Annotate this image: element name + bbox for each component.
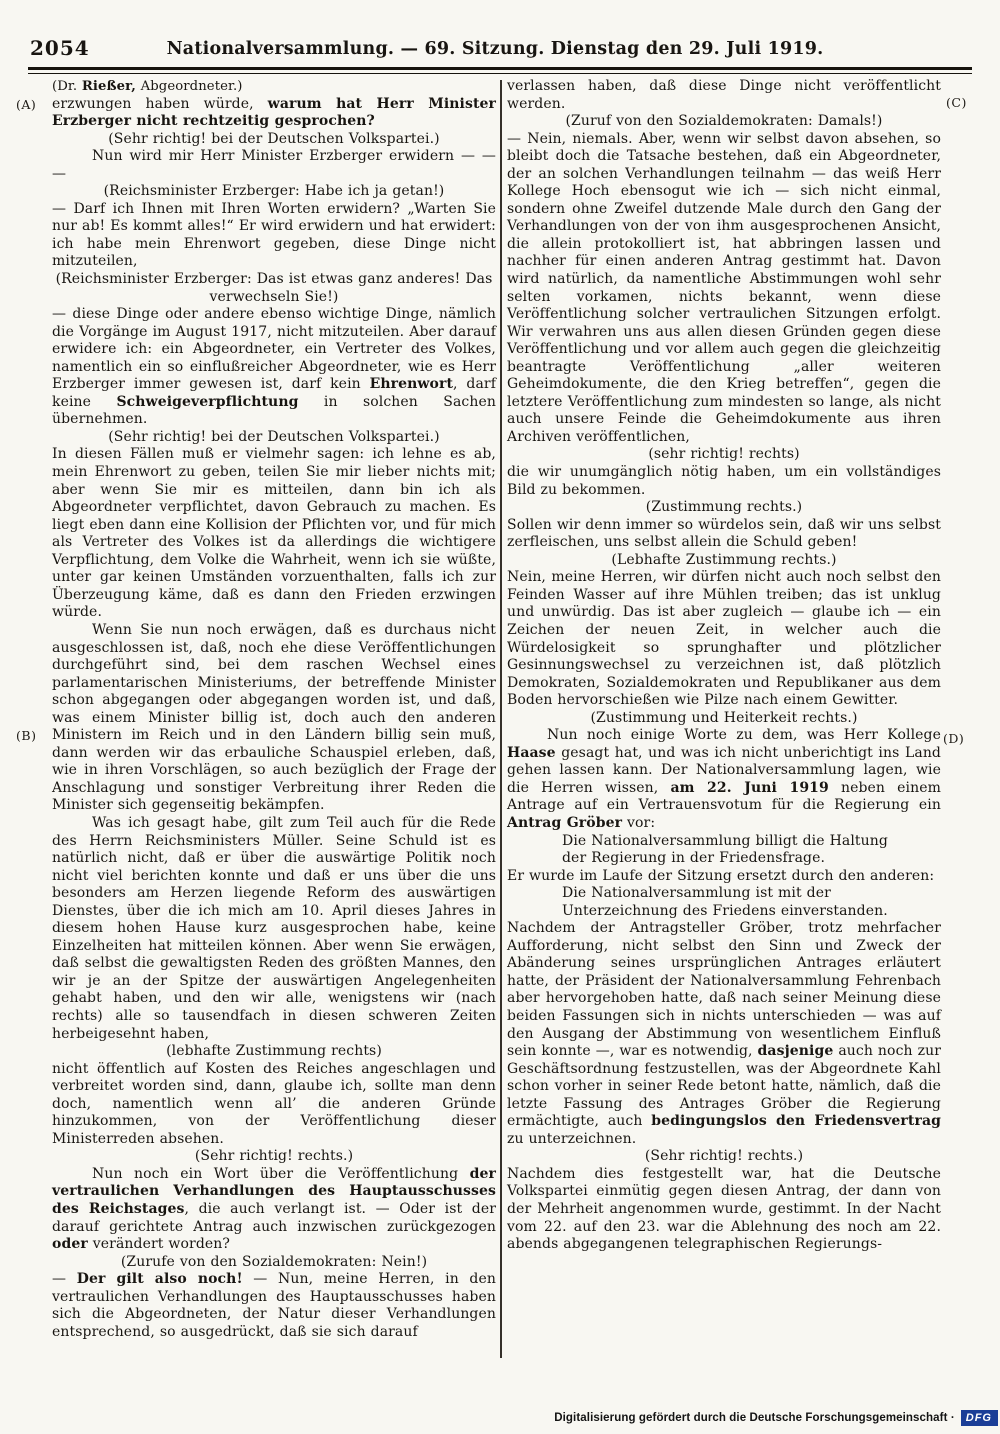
body-paragraph: — diese Dinge oder andere ebenso wichtige Dinge, nämlich die Vorgänge im August 1917, nicht mitzuteilen. Aber darauf erwidere ich: ein Abgeordneter, ein Vertreter des Volkes, namentlich ein so einflußreicher Abgeordneter, wie es Herr Erzberger immer gewesen ist, darf kein Ehrenwort, darf keine Schweigeverpflichtung in solchen Sachen übernehmen.	[52, 306, 497, 428]
margin-letter-d: (D)	[943, 731, 965, 746]
stage-direction: (Zuruf von den Sozialdemokraten: Damals!)	[565, 113, 883, 130]
left-text-column	[52, 78, 496, 1341]
body-paragraph: Nachdem der Antragsteller Gröber, trotz mehrfacher Aufforderung, nicht selbst den Sinn und Zweck der Abänderung seines ursprünglichen Antrages erläutert hatte, der Präsident der Nationalversammlung Fehrenbach aber hervorgehoben hatte, daß nach seiner Meinung diese beiden Fassungen sich in nichts unterschieden — was auf den Ausgang der Abstimmung von wesentlichem Einfluß sein konnte —, war es notwendig, dasjenige auch noch zur Geschäftsordnung festzustellen, was der Abgeordnete Kahl schon vorher in seiner Rede betont hatte, nämlich, daß die letzte Fassung des Antrages Gröber die Regierung ermächtigte, auch bedingungslos den Friedensvertrag zu unterzeichnen.	[507, 920, 942, 1147]
body-paragraph: verlassen haben, daß diese Dinge nicht veröffentlicht werden.	[507, 78, 941, 112]
body-paragraph: Wenn Sie nun noch erwägen, daß es durchaus nicht ausgeschlossen ist, daß, noch ehe diese Veröffentlichungen durchgeführt sind, bei dem raschen Wechsel eines parlamentarischen Ministeriums, der betreffende Minister schon abgegangen oder abgegangen worden ist, und daß, was einem Minister billig ist, doch auch den anderen Ministern im Reich und in den Ländern billig sein muß, dann werden wir das erbauliche Schauspiel erleben, daß, wie in ihren Vorschlägen, so auch bezüglich der Frage der Anschlagung und sonstiger Verbreitung ihrer Reden die Minister sich gegenseitig bekämpfen.	[52, 621, 496, 814]
body-paragraph: Nachdem dies festgestellt war, hat die Deutsche Volkspartei einmütig gegen diesen Antrag, der dann von der Mehrheit angenommen wurde, gestimmt. In der Nacht vom 22. auf den 23. war die Ablehnung des noch am 22. abends abgegangenen telegraphischen Regierungs-	[507, 1165, 941, 1253]
body-paragraph: — Darf ich Ihnen mit Ihren Worten erwidern? „Warten Sie nur ab! Es kommt alles!“ Er wird erwidern und hat erwidert: ich habe mein Ehrenwort gegeben, diese Dinge nicht mitzuteilen,	[52, 200, 496, 270]
motion-quote: Die Nationalversammlung billigt die Haltung der Regierung in der Friedensfrage.	[562, 832, 888, 867]
body-paragraph: — Der gilt also noch! — Nun, meine Herren, in den vertraulichen Verhandlungen des Hauptausschusses haben sich die Abgeordneten, der Natur dieser Verhandlungen entsprechend, so ausgedrückt, daß sie sich darauf	[52, 1271, 496, 1340]
body-paragraph: — Nein, niemals. Aber, wenn wir selbst davon absehen, so bleibt doch die Tatsache bestehen, daß ein Abgeordneter, der an solchen Verhandlungen teilnahm — das weiß Herr Kollege Hoch ebensogut wie ich — sich nicht einmal, sondern ohne Zweifel dutzende Male durch den Gang der Verhandlungen von der von ihm ausgesprochenen Ansicht, die allein protokolliert ist, hat abbringen lassen und nachher für einen anderen Antrag gestimmt hat. Davon wird natürlich, da namentliche Abstimmungen wohl sehr selten vorkamen, nichts bekannt, wenn diese Veröffentlichung solcher vertraulichen Sitzungen erfolgt. Wir verwahren uns aus allen diesen Gründen gegen diese Veröffentlichung und vor allem auch gegen die gleichzeitig beantragte Veröffentlichung „aller weiteren Geheimdokumente, die den Krieg betreffen“, gegen die letztere Veröffentlichung zum mindesten so lange, als nicht auch unsere Feinde die Geheimdokumente aus ihren Archiven veröffentlichen,	[507, 130, 941, 445]
stage-direction: (Sehr richtig! bei der Deutschen Volkspartei.)	[108, 130, 440, 147]
margin-letter-c: (C)	[946, 95, 967, 110]
speaker-heading: (Dr. Rießer, Abgeordneter.)	[52, 79, 243, 94]
body-paragraph: Nun wird mir Herr Minister Erzberger erwidern — — —	[52, 148, 496, 182]
stage-direction: (Zustimmung rechts.)	[645, 499, 803, 516]
body-paragraph: Er wurde im Laufe der Sitzung ersetzt durch den anderen:	[507, 867, 935, 884]
body-paragraph: Nein, meine Herren, wir dürfen nicht auch noch selbst den Feinden Wasser auf ihre Mühlen treiben; das ist unklug und unwürdig. Das ist aber zugleich — glaube ich — ein Zeichen der neuen Zeit, in welcher auch die Würdelosigkeit so sprunghafter und plötzlicher Gesinnungswechsel zu verzeichnen ist, daß plötzlich Demokraten, Sozialdemokraten und Republikaner aus dem Boden hervorschießen wie Pilze nach einem Gewitter.	[507, 569, 941, 709]
header-rule-thin	[28, 73, 972, 74]
stage-direction: (Sehr richtig! rechts.)	[644, 1148, 804, 1165]
stage-direction: (Reichsminister Erzberger: Habe ich ja getan!)	[103, 183, 445, 200]
column-divider	[500, 80, 502, 1358]
dfg-logo: DFG	[961, 1410, 998, 1426]
margin-letter-b: (B)	[16, 728, 37, 743]
digitization-footer	[554, 1410, 998, 1426]
stage-direction: (Sehr richtig! rechts.)	[194, 1148, 354, 1165]
right-text-column	[507, 78, 941, 1254]
header-rule-thick	[28, 67, 972, 70]
body-paragraph: die wir unumgänglich nötig haben, um ein vollständiges Bild zu bekommen.	[507, 464, 941, 498]
digitization-credit-text: Digitalisierung gefördert durch die Deutsche Forschungsgemeinschaft ·	[554, 1412, 955, 1424]
stage-direction: (Zustimmung und Heiterkeit rechts.)	[590, 709, 858, 726]
motion-quote: Die Nationalversammlung ist mit der Unterzeichnung des Friedens einverstanden.	[562, 885, 888, 919]
stage-direction: (sehr richtig! rechts)	[648, 446, 800, 463]
stage-direction: (Lebhafte Zustimmung rechts.)	[611, 551, 837, 568]
body-paragraph: Nun noch einige Worte zu dem, was Herr Kollege Haase gesagt hat, und was ich nicht unberichtigt ins Land gehen lassen kann. Der Nationalversammlung lagen, wie die Herren wissen, am 22. Juni 1919 neben einem Antrage auf ein Vertrauensvotum für die Regierung ein Antrag Gröber vor:	[507, 727, 941, 831]
body-paragraph: nicht öffentlich auf Kosten des Reiches angeschlagen und verbreitet worden sind, dann, glaube ich, sollte man denn doch, namentlich wenn all’ die anderen Gründe hinzukommen, von der Veröffentlichung dieser Ministerreden absehen.	[52, 1060, 496, 1147]
stage-direction: (Sehr richtig! bei der Deutschen Volkspartei.)	[108, 428, 440, 445]
margin-letter-a: (A)	[16, 97, 37, 112]
stage-direction: (Zurufe von den Sozialdemokraten: Nein!)	[120, 1253, 428, 1270]
page-header-title: Nationalversammlung. — 69. Sitzung. Dienstag den 29. Juli 1919.	[166, 39, 824, 59]
body-paragraph: Was ich gesagt habe, gilt zum Teil auch für die Rede des Herrn Reichsministers Müller. Seine Schuld ist es natürlich nicht, daß er über die auswärtige Politik noch nicht viel berichten konnte und daß er uns über die uns besonders am Herzen liegende Reform des auswärtigen Dienstes, über die ich mich am 10. April dieses Jahres in diesem hohen Hause kurz ausgesprochen habe, keine Einzelheiten hat mitteilen können. Aber wenn Sie erwägen, daß selbst die gewaltigsten Reden des größten Mannes, den wir je an der Spitze der auswärtigen Angelegenheiten gehabt haben, und den wir alle, wenigstens wir (nach rechts) alle so tausendfach in diesen schweren Zeiten herbeigesehnt haben,	[52, 814, 496, 1042]
body-paragraph: Sollen wir denn immer so würdelos sein, daß wir uns selbst zerfleischen, uns selbst allein die Schuld geben!	[507, 516, 941, 551]
body-paragraph: erzwungen haben würde, warum hat Herr Minister Erzberger nicht rechtzeitig gesprochen?	[52, 95, 496, 130]
body-paragraph: Nun noch ein Wort über die Veröffentlichung der vertraulichen Verhandlungen des Hauptausschusses des Reichstages, die auch verlangt ist. — Oder ist der darauf gerichtete Antrag auch inzwischen zurückgezogen oder verändert worden?	[52, 1165, 497, 1253]
body-paragraph: In diesen Fällen muß er vielmehr sagen: ich lehne es ab, mein Ehrenwort zu geben, teilen Sie mir lieber nichts mit; aber wenn Sie mir es mitteilen, dann bin ich als Abgeordneter verpflichtet, davon Gebrauch zu machen. Es liegt eben dann eine Kollision der Pflichten vor, und für mich als Vertreter des Volkes ist da allerdings die wichtigere Verpflichtung, dem Volke die Wahrheit, wenn ich sie wüßte, unter gar keinen Umständen vorzuenthalten, falls ich zur Überzeugung käme, daß es dann den Frieden erzwingen würde.	[52, 446, 496, 621]
stage-direction: (lebhafte Zustimmung rechts)	[166, 1043, 382, 1060]
stage-direction: (Reichsminister Erzberger: Das ist etwas ganz anderes! Das verwechseln Sie!)	[55, 271, 493, 305]
page-number: 2054	[30, 36, 90, 60]
